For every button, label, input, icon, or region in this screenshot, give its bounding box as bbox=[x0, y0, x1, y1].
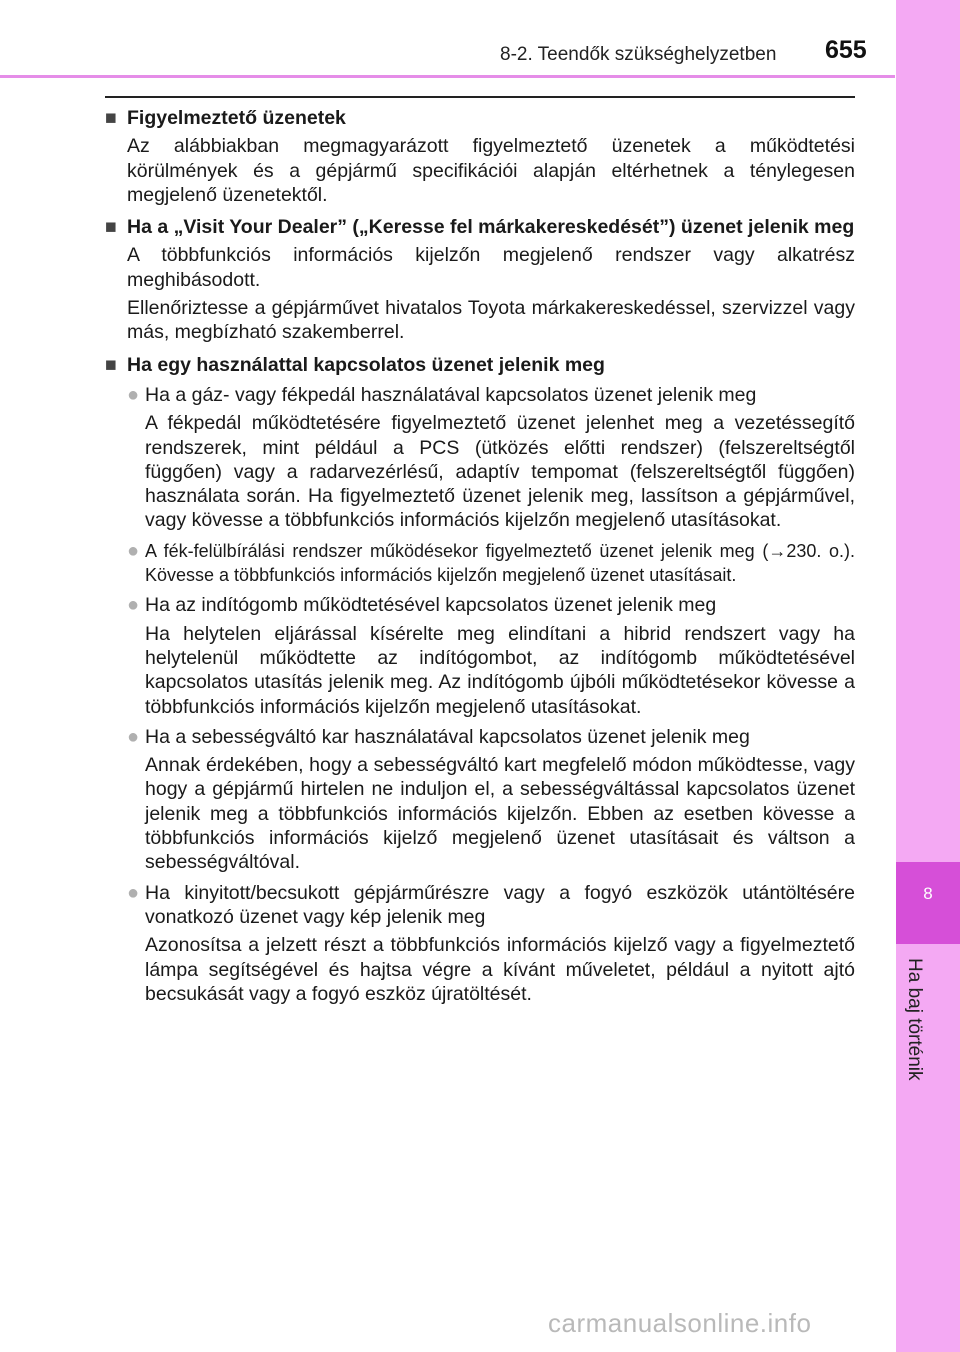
square-bullet-icon: ■ bbox=[105, 216, 117, 239]
bullet-icon: ● bbox=[127, 725, 140, 748]
list-item bbox=[105, 725, 855, 749]
list-item bbox=[105, 383, 855, 407]
bullet-title: Ha az indítógomb működtetésével kapcsolatos üzenet jelenik meg bbox=[145, 594, 717, 617]
bullet-title: Ha a sebességváltó kar használatával kapcsolatos üzenet jelenik meg bbox=[145, 725, 750, 748]
list-item bbox=[105, 881, 855, 930]
heading-text: Ha egy használattal kapcsolatos üzenet jelenik meg bbox=[127, 353, 605, 376]
page-number: 655 bbox=[825, 36, 867, 64]
paragraph: A többfunkciós információs kijelzőn megjelenő rendszer vagy alkatrész meghibásodott. bbox=[127, 244, 855, 291]
bullet-paragraph: A fékpedál működtetésére figyelmeztető üzenet jelenhet meg a vezetéssegítő rendszerek, mint például a PCS (ütközés előtti rendszer) (felszereltségtől függően) vagy a radarvezérlésű, adaptív tempomat (felszereltségtől függően) használata során. Ha figyelmeztető üzenet jelenik meg, lassítson a gépjárművel, vagy kövesse a többfunkciós információs kijelzőn megjelenő utasításokat. bbox=[145, 412, 855, 532]
square-bullet-icon: ■ bbox=[105, 353, 117, 376]
paragraph: Az alábbiakban megmagyarázott figyelmeztető üzenetek a működtetési körülmények és a gépjármű specifikációi alapján eltérhetnek a ténylegesen megjelenő üzenetektől. bbox=[127, 135, 855, 206]
bullet-paragraph: Azonosítsa a jelzett részt a többfunkciós információs kijelző vagy a figyelmeztető lámpa segítségével és hajtsa végre a kívánt műveletet, például a nyitott ajtó becsukását vagy a fogyó eszköz újratöltését. bbox=[145, 934, 855, 1005]
watermark-text: carmanualsonline.info bbox=[548, 1308, 812, 1338]
list-item bbox=[105, 539, 855, 588]
bullet-title: Ha kinyitott/becsukott gépjárműrészre vagy a fogyó eszközök utántöltésére vonatkozó üzenet vagy kép jelenik meg bbox=[145, 881, 855, 928]
paragraph: Ellenőriztesse a gépjárművet hivatalos Toyota márkakereskedéssel, szervizzel vagy más, megbízható szakemberrel. bbox=[127, 297, 855, 344]
section-heading bbox=[105, 106, 855, 130]
heading-text: Ha a „Visit Your Dealer” („Keresse fel márkakereskedését”) üzenet jelenik meg bbox=[127, 216, 855, 239]
bullet-paragraph: Ha helytelen eljárással kísérelte meg elindítani a hibrid rendszert vagy ha helytelenül működtette az indítógombot, az indítógomb működtetésével kapcsolatos utasítás jelenik meg. Az indítógomb újbóli működtetésekor kövesse a többfunkciós információs kijelzőn megjelenő utasításokat. bbox=[145, 622, 855, 718]
bullet-icon: ● bbox=[127, 539, 140, 562]
chapter-title: Ha baj történik bbox=[904, 958, 925, 1081]
square-bullet-icon: ■ bbox=[105, 107, 117, 129]
main-content bbox=[105, 106, 855, 1010]
bullet-icon: ● bbox=[127, 383, 140, 406]
list-item bbox=[105, 593, 855, 617]
bullet-icon: ● bbox=[127, 881, 140, 904]
bullet-icon: ● bbox=[127, 594, 140, 617]
bullet-title: Ha a gáz- vagy fékpedál használatával kapcsolatos üzenet jelenik meg bbox=[145, 383, 757, 406]
section-heading bbox=[105, 353, 855, 377]
section-header: 8-2. Teendők szükséghelyzetben bbox=[500, 44, 777, 65]
chapter-number: 8 bbox=[923, 884, 933, 903]
section-rule bbox=[105, 96, 855, 98]
heading-text: Figyelmeztető üzenetek bbox=[127, 107, 346, 129]
sidebar-strip-top bbox=[896, 0, 960, 862]
bullet-title: A fék-felülbírálási rendszer működésekor figyelmeztető üzenet jelenik meg (→230. o.). Kövesse a többfunkciós információs kijelzőn megjelenő üzenet utasításait. bbox=[145, 540, 855, 586]
bullet-paragraph: Annak érdekében, hogy a sebességváltó kart megfelelő módon működtesse, vagy hogy a gépjármű hirtelen ne induljon el, a sebességváltással kapcsolatos üzenet jelenik meg a többfunkciós információs kijelzőn. Ebben az esetben kövesse a többfunkciós információs kijelző megjelenő üzenet utasításait és váltson a sebességváltóval. bbox=[145, 754, 855, 874]
section-heading bbox=[105, 215, 855, 239]
header-divider bbox=[0, 75, 895, 78]
